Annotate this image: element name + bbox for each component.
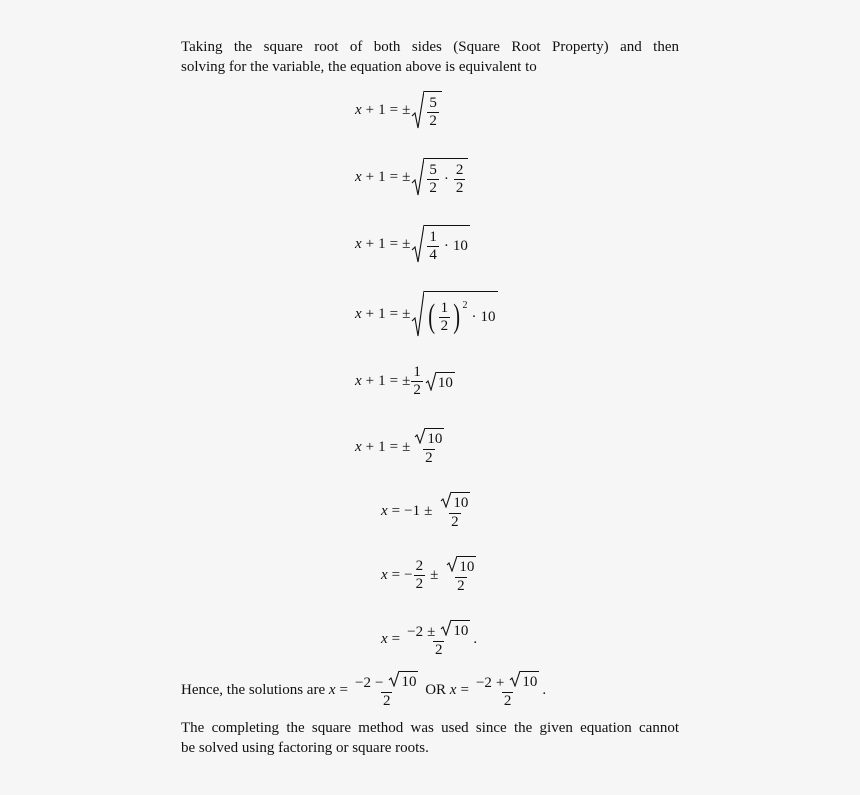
number: 10 [437, 375, 453, 391]
denominator: 2 [503, 693, 512, 709]
number: 1 [378, 168, 386, 185]
equation-step-8 [381, 555, 479, 595]
denominator: 2 [451, 514, 459, 530]
radical [509, 670, 539, 691]
equals-sign: = [339, 681, 349, 698]
radical [440, 491, 470, 512]
equation-step-6 [355, 427, 447, 467]
number: 1 [378, 305, 386, 322]
radical [388, 670, 418, 691]
right-paren: ) [453, 298, 461, 335]
number: 1 [378, 101, 386, 118]
equation-step-4 [355, 290, 498, 338]
equals-sign: = [389, 168, 399, 185]
exponent: 2 [462, 299, 468, 311]
equals-sign: = [391, 502, 401, 519]
plus-sign: + [365, 168, 375, 185]
denominator: 2 [440, 317, 449, 334]
equals-sign: = [389, 305, 399, 322]
radical [440, 619, 470, 640]
plus-minus-sign: ± [402, 305, 411, 322]
number: −2 [407, 624, 424, 640]
var-x: x [449, 681, 457, 698]
var-x: x [381, 502, 388, 519]
equation-step-3 [355, 224, 470, 264]
fraction [427, 95, 439, 130]
numerator: 2 [455, 161, 464, 178]
conclusion-line [181, 670, 546, 710]
plus-minus-sign: ± [402, 235, 411, 252]
var-x: x [355, 373, 362, 389]
denominator: 2 [382, 693, 391, 709]
fraction [474, 670, 541, 710]
number: 10 [427, 431, 443, 447]
numerator: 5 [429, 94, 437, 111]
number: 10 [453, 623, 469, 639]
plus-sign: + [365, 438, 375, 455]
number: −1 [404, 502, 421, 519]
denominator: 4 [429, 246, 437, 263]
numerator: 1 [413, 364, 421, 380]
number: −2 [355, 675, 371, 691]
plus-minus-sign: ± [402, 373, 411, 389]
equals-sign: = [389, 438, 399, 455]
var-x: x [355, 101, 362, 118]
number: 10 [459, 559, 475, 575]
minus-sign: − [374, 675, 384, 691]
var-x: x [328, 681, 336, 698]
numerator: 2 [415, 557, 424, 574]
radical [446, 555, 476, 576]
numerator: 1 [440, 299, 449, 316]
plus-minus-sign: ± [402, 438, 411, 455]
denominator: 2 [413, 382, 421, 398]
minus-sign: − [404, 566, 413, 583]
radical [411, 157, 468, 197]
equals-sign: = [391, 630, 401, 647]
plus-minus-sign: ± [402, 101, 411, 118]
number: −2 [475, 675, 492, 691]
number: 10 [453, 495, 469, 511]
plus-minus-sign: ± [430, 566, 439, 583]
equals-sign: = [389, 373, 399, 389]
denominator: 2 [434, 642, 443, 658]
equation-step-7 [381, 491, 473, 531]
dot-operator: · [471, 308, 477, 325]
var-x: x [381, 630, 388, 647]
fraction [353, 670, 420, 710]
plus-sign: + [365, 235, 375, 252]
plus-sign: + [365, 305, 375, 322]
closing-line-2: be solved using factoring or square roots. [181, 740, 429, 756]
fraction [427, 229, 439, 264]
radical [414, 427, 444, 448]
number: 1 [378, 235, 386, 252]
plus-minus-sign: ± [402, 168, 411, 185]
var-x: x [355, 235, 362, 252]
denominator: 2 [425, 450, 433, 466]
denominator: 2 [415, 575, 424, 592]
fraction [411, 427, 446, 467]
plus-minus-sign: ± [424, 502, 433, 519]
period: . [542, 681, 547, 698]
left-paren: ( [428, 298, 436, 335]
denominator: 2 [429, 179, 437, 196]
number: 1 [378, 438, 386, 455]
dot-operator: · [443, 170, 449, 187]
radical [411, 224, 470, 264]
period: . [473, 630, 478, 647]
denominator: 2 [455, 179, 464, 196]
denominator: 2 [457, 578, 465, 594]
plus-sign: + [365, 373, 375, 389]
equals-sign: = [389, 235, 399, 252]
number: 10 [401, 674, 417, 690]
conclusion-prefix: Hence, the solutions are [181, 681, 326, 698]
number: 10 [452, 237, 468, 254]
var-x: x [355, 168, 362, 185]
number: 10 [480, 308, 496, 325]
equals-sign: = [460, 681, 469, 698]
fraction [439, 300, 451, 335]
radical [411, 90, 442, 130]
equation-step-5 [355, 364, 455, 399]
equation-step-2 [355, 157, 468, 197]
plus-sign: + [495, 675, 505, 691]
plus-sign: + [365, 101, 375, 118]
closing-paragraph [181, 718, 679, 758]
var-x: x [355, 305, 362, 322]
fraction [443, 555, 478, 595]
intro-paragraph [181, 37, 679, 77]
closing-line-1: The completing the square method was used since the given equation cannot [181, 720, 679, 736]
equals-sign: = [391, 566, 401, 583]
numerator: 5 [429, 161, 437, 178]
dot-operator: · [443, 237, 449, 254]
var-x: x [381, 566, 388, 583]
plus-minus-sign: ± [427, 624, 436, 640]
var-x: x [355, 438, 362, 455]
radical [411, 290, 497, 338]
intro-line-1: Taking the square root of both sides (Square Root Property) and then [181, 39, 679, 55]
number: 1 [378, 373, 386, 389]
fraction [437, 491, 472, 531]
equation-step-1 [355, 90, 442, 130]
radical [425, 371, 455, 392]
fraction [405, 619, 472, 659]
number: 10 [522, 674, 538, 690]
fraction [454, 162, 466, 197]
numerator: 1 [429, 228, 437, 245]
fraction [414, 558, 426, 593]
equation-step-9 [381, 619, 477, 659]
fraction [411, 364, 423, 399]
or-word: OR [425, 681, 447, 698]
denominator: 2 [429, 112, 437, 129]
intro-line-2: solving for the variable, the equation above is equivalent to [181, 59, 537, 75]
fraction [427, 162, 439, 197]
equals-sign: = [389, 101, 399, 118]
